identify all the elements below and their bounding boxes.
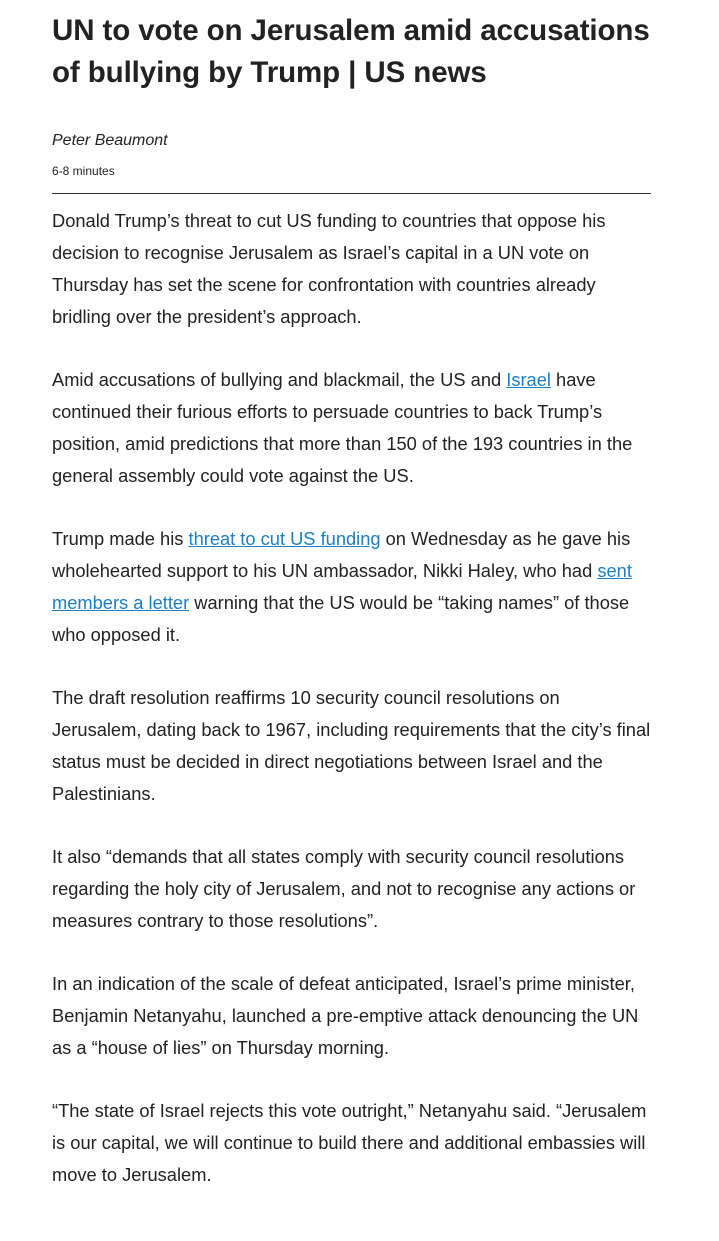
paragraph-text: In an indication of the scale of defeat anticipated, Israel’s prime minister, Benjamin Netanyahu, launched a pre-emptive attack denouncing the UN as a “house of lies” on Thursday morning.	[52, 973, 639, 1058]
paragraph	[52, 682, 652, 810]
article-title: UN to vote on Jerusalem amid accusations of bullying by Trump | US news	[52, 14, 650, 89]
threat-to-cut-funding-link[interactable]: threat to cut US funding	[188, 528, 381, 549]
paragraph	[52, 968, 652, 1064]
paragraph	[52, 205, 652, 333]
paragraph-text: warning that the US would be “taking names” of those who opposed it.	[52, 592, 630, 645]
paragraph-text: Trump made his	[52, 528, 189, 549]
article	[52, 0, 652, 1222]
paragraph	[52, 523, 652, 651]
paragraph	[52, 841, 652, 937]
paragraph-text: The draft resolution reaffirms 10 security council resolutions on Jerusalem, dating back to 1967, including requirements that the city’s final status must be decided in direct negotiations between Israel and the Palestinians.	[52, 687, 651, 804]
israel-link[interactable]: Israel	[506, 369, 551, 390]
paragraph	[52, 364, 652, 492]
paragraph-text: Amid accusations of bullying and blackmail, the US and	[52, 369, 507, 390]
reading-time: 6-8 minutes	[52, 164, 115, 178]
paragraph-text: have continued their furious efforts to persuade countries to back Trump’s position, amid predictions that more than 150 of the 193 countries in the general assembly could vote against the US.	[52, 369, 633, 486]
header-divider	[52, 193, 651, 194]
sent-members-letter-link[interactable]: sent members a letter	[52, 560, 632, 613]
author-byline: Peter Beaumont	[52, 132, 168, 149]
paragraph-text: on Wednesday as he gave his wholehearted support to his UN ambassador, Nikki Haley, who had	[52, 528, 631, 581]
paragraph-text: It also “demands that all states comply with security council resolutions regarding the holy city of Jerusalem, and not to recognise any actions or measures contrary to those resolutions”.	[52, 846, 636, 931]
article-body	[52, 205, 652, 1191]
paragraph	[52, 1095, 652, 1191]
paragraph-text: “The state of Israel rejects this vote outright,” Netanyahu said. “Jerusalem is our capital, we will continue to build there and additional embassies will move to Jerusalem.	[52, 1100, 647, 1185]
paragraph-text: Donald Trump’s threat to cut US funding to countries that oppose his decision to recognise Jerusalem as Israel’s capital in a UN vote on Thursday has set the scene for confrontation with countries already bridling over the president’s approach.	[52, 210, 606, 327]
